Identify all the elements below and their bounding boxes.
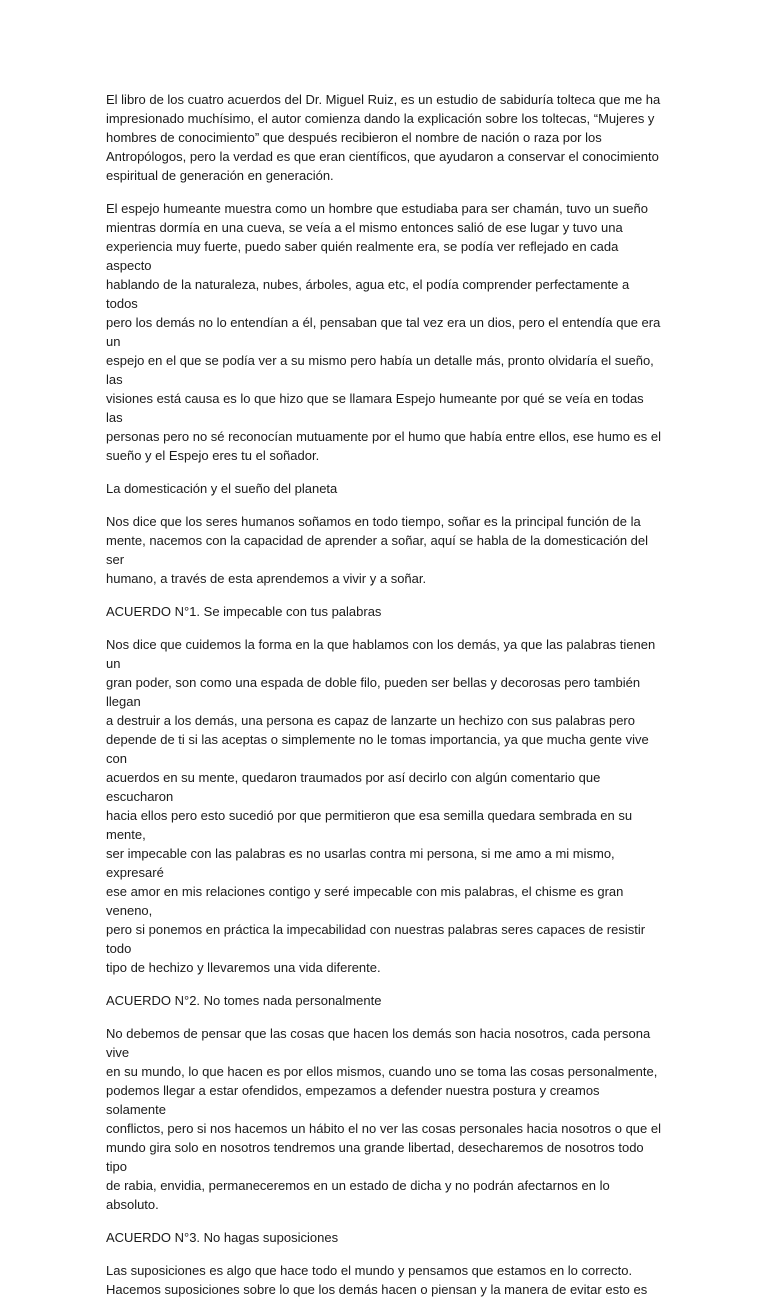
section-heading-agreement-1: ACUERDO N°1. Se impecable con tus palabras — [106, 604, 382, 619]
intro-paragraph: El libro de los cuatro acuerdos del Dr. Miguel Ruiz, es un estudio de sabiduría tolteca que me ha impresionado muchísimo, el autor comienza dando la explicación sobre los toltecas, “Mujeres y hombres de conocimiento” que después recibieron el nombre de nación o raza por los Antropólogos, pero la verdad es que eran científicos, que ayudaron a conservar el conocimiento espiritual de generación en generación. — [106, 92, 661, 183]
document-body — [106, 90, 662, 1313]
agreement-3-paragraph: Las suposiciones es algo que hace todo el mundo y pensamos que estamos en lo correcto. Hacemos suposiciones sobre lo que los demás hacen o piensan y la manera de evitar esto es — [106, 1263, 648, 1297]
agreement-1-paragraph: Nos dice que cuidemos la forma en la que hablamos con los demás, ya que las palabras tienen un gran poder, son como una espada de doble filo, pueden ser bellas y decorosas pero también llegan a destruir a los demás, una persona es capaz de lanzarte un hechizo con sus palabras pero depende de ti si las aceptas o simplemente no le tomas importancia, ya que mucha gente vive con acuerdos en su mente, quedaron traumados por así decirlo con algún comentario que escucharon hacia ellos pero esto sucedió por que permitieron que esa semilla quedara sembrada en su mente, ser impecable con las palabras es no usarlas contra mi persona, si me amo a mi mismo, expresaré ese amor en mis relaciones contigo y seré impecable con mis palabras, el chisme es gran veneno, pero si ponemos en práctica la impecabilidad con nuestras palabras seres capaces de resistir todo tipo de hechizo y llevaremos una vida diferente. — [106, 637, 656, 975]
smoking-mirror-paragraph: El espejo humeante muestra como un hombre que estudiaba para ser chamán, tuvo un sueño mientras dormía en una cueva, se veía a el mismo entonces salió de ese lugar y tuvo una experiencia muy fuerte, puedo saber quién realmente era, se podía ver reflejado en cada aspecto hablando de la naturaleza, nubes, árboles, agua etc, el podía comprender perfectamente a todos pero los demás no lo entendían a él, pensaban que tal vez era un dios, pero el entendía que era un espejo en el que se podía ver a su mismo pero había un detalle más, pronto olvidaría el sueño, las visiones está causa es lo que hizo que se llamara Espejo humeante por qué se veía en todas las personas pero no sé reconocían mutuamente por el humo que había entre ellos, ese humo es el sueño y el Espejo eres tu el soñador. — [106, 201, 662, 463]
section-heading-domestication: La domesticación y el sueño del planeta — [106, 481, 338, 496]
domestication-paragraph: Nos dice que los seres humanos soñamos en todo tiempo, soñar es la principal función de la mente, nacemos con la capacidad de aprender a soñar, aquí se habla de la domesticación del ser humano, a través de esta aprendemos a vivir y a soñar. — [106, 514, 649, 586]
section-heading-agreement-2: ACUERDO N°2. No tomes nada personalmente — [106, 993, 382, 1008]
agreement-2-paragraph: No debemos de pensar que las cosas que hacen los demás son hacia nosotros, cada persona vive en su mundo, lo que hacen es por ellos mismos, cuando uno se toma las cosas personalmente, podemos llegar a estar ofendidos, empezamos a defender nuestra postura y creamos solamente conflictos, pero si nos hacemos un hábito el no ver las cosas personales hacia nosotros o que el mundo gira solo en nosotros tendremos una grande libertad, desecharemos de nosotros todo tipo de rabia, envidia, permaneceremos en un estado de dicha y no podrán afectarnos en lo absoluto. — [106, 1026, 661, 1212]
section-heading-agreement-3: ACUERDO N°3. No hagas suposiciones — [106, 1230, 339, 1245]
